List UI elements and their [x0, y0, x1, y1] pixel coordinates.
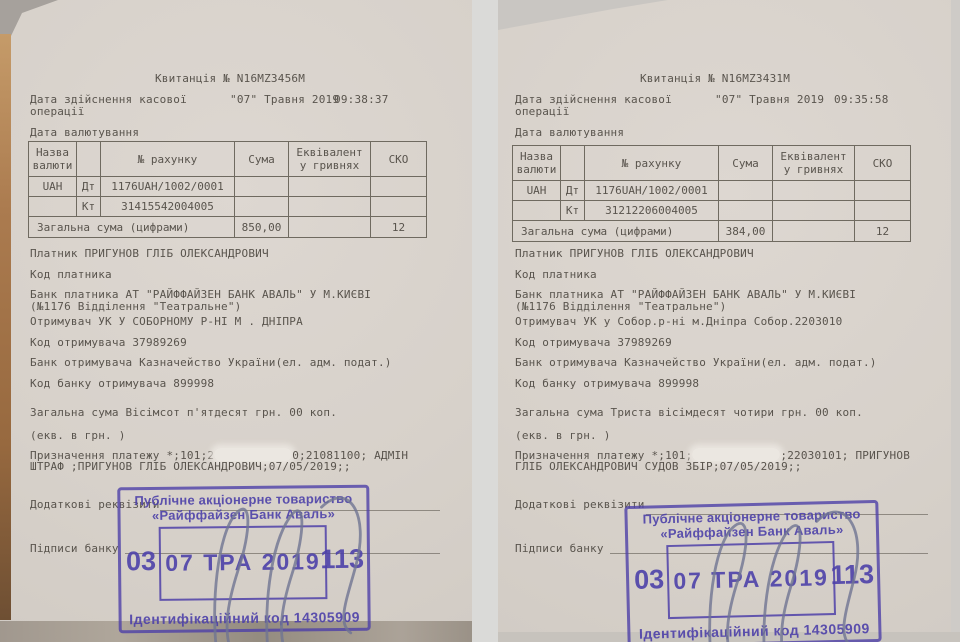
payer-code-label: Код платника [515, 268, 597, 281]
stamp-date: 07 ТРА 2019 [165, 548, 321, 576]
table-edge [0, 34, 11, 620]
stamp-org-line-1: Публічне акціонерне товариство [642, 506, 861, 527]
purpose-line-2: ШТРАФ ;ПРИГУНОВ ГЛІБ ОЛЕКСАНДРОВИЧ;07/05/2019;; [30, 460, 351, 473]
cash-operation-date-value: "07" Травня 2019 [230, 93, 340, 106]
cash-operation-time-value: 09:38:37 [334, 93, 389, 106]
receiver-bank-line: Банк отримувача Казначейство України(ел. адм. подат.) [515, 356, 877, 369]
payer-code-label: Код платника [30, 268, 112, 281]
stamp-org-line-2: «Райффайзен Банк Аваль» [151, 506, 336, 523]
payer-bank-line-2: (№1176 Відділення "Театральне") [515, 300, 727, 313]
total-sum-cell: 850,00 [235, 217, 289, 238]
receipt-photo-right [498, 0, 960, 642]
total-sum-cell: 384,00 [719, 221, 773, 242]
stamp-right-code: 113 [320, 543, 365, 575]
col-currency-header: Назва валюти [513, 146, 561, 181]
cash-operation-date-label: Дата здійснення касової [30, 93, 187, 106]
additional-requisites-label: Додаткові реквізити [515, 498, 645, 511]
bank-stamp [117, 485, 371, 634]
debit-row [29, 177, 427, 197]
receiver-line: Отримувач УК У СОБОРНОМУ Р-НІ М . ДНІПРА [30, 315, 303, 328]
stamp-left-code: 03 [633, 564, 665, 595]
receiver-bank-code-line: Код банку отримувача 899998 [515, 377, 700, 390]
cash-operation-date-value: "07" Травня 2019 [715, 93, 825, 106]
total-label-cell: Загальна сума (цифрами) [29, 217, 235, 238]
credit-label-cell: Кт [77, 197, 101, 217]
cash-operation-date-label: Дата здійснення касової [515, 93, 672, 106]
credit-row [29, 197, 427, 217]
currency-cell: UAH [513, 181, 561, 201]
sko-value-cell: 12 [855, 221, 911, 242]
debit-row [513, 181, 911, 201]
receiver-bank-line: Банк отримувача Казначейство України(ел. адм. подат.) [30, 356, 392, 369]
debit-label-cell: Дт [561, 181, 585, 201]
total-row [29, 217, 427, 238]
payer-bank-line-2: (№1176 Відділення "Театральне") [30, 300, 242, 313]
col-dtkt-header [77, 142, 101, 177]
credit-label-cell: Кт [561, 201, 585, 221]
cash-operation-date-label-2: операції [30, 105, 85, 118]
col-equivalent-header: Еквівалент у гривнях [289, 142, 371, 177]
total-words-line: Загальна сума Триста вісімдесят чотири грн. 00 коп. [515, 406, 863, 419]
credit-account-cell: 31415542004005 [101, 197, 235, 217]
stamp-org-line-1: Публічне акціонерне товариство [134, 490, 353, 509]
sko-value-cell: 12 [371, 217, 427, 238]
col-sum-header: Сума [235, 142, 289, 177]
debit-account-cell: 1176UAH/1002/0001 [585, 181, 719, 201]
additional-requisites-label: Додаткові реквізити [30, 498, 160, 511]
receiver-code-line: Код отримувача 37989269 [30, 336, 187, 349]
col-sum-header: Сума [719, 146, 773, 181]
stamp-org-line-2: «Райффайзен Банк Аваль» [660, 521, 844, 542]
value-date-label: Дата валютування [515, 126, 625, 139]
signature-scribble [105, 463, 387, 642]
equivalent-note: (екв. в грн. ) [30, 429, 126, 442]
col-currency-header: Назва валюти [29, 142, 77, 177]
table-header-row [29, 142, 427, 177]
payer-bank-line-1: Банк платника АТ "РАЙФФАЙЗЕН БАНК АВАЛЬ" У М.КИЄВІ [30, 288, 372, 301]
col-sko-header: СКО [855, 146, 911, 181]
col-dtkt-header [561, 146, 585, 181]
background-edge [951, 0, 960, 642]
debit-label-cell: Дт [77, 177, 101, 197]
purpose-line-1: Призначення платежу *;101;2 0;21081100; АДМІН [30, 449, 409, 462]
bank-signatures-label: Підписи банку [30, 542, 119, 555]
total-words-line: Загальна сума Вісімсот п'ятдесят грн. 00 коп. [30, 406, 338, 419]
purpose-line-1: Призначення платежу *;101; ;22030101; ПРИГУНОВ [515, 449, 911, 462]
purpose-line-2: ГЛІБ ОЛЕКСАНДРОВИЧ СУДОВ ЗБІР;07/05/2019;; [515, 460, 802, 473]
col-account-header: № рахунку [585, 146, 719, 181]
credit-row [513, 201, 911, 221]
stamp-date: 07 ТРА 2019 [673, 564, 830, 594]
total-label-cell: Загальна сума (цифрами) [513, 221, 719, 242]
col-equivalent-header: Еквівалент у гривнях [773, 146, 855, 181]
payer-bank-line-1: Банк платника АТ "РАЙФФАЙЗЕН БАНК АВАЛЬ" У М.КИЄВІ [515, 288, 857, 301]
debit-account-cell: 1176UAH/1002/0001 [101, 177, 235, 197]
receiver-code-line: Код отримувача 37989269 [515, 336, 672, 349]
credit-account-cell: 31212206004005 [585, 201, 719, 221]
table-header-row [513, 146, 911, 181]
value-date-label: Дата валютування [30, 126, 140, 139]
background-corner [498, 0, 668, 32]
receipt-photo-left [0, 0, 472, 642]
currency-cell: UAH [29, 177, 77, 197]
stamp-id-line: Ідентифікаційний код 14305909 [638, 620, 870, 642]
receipt-title: Квитанція № N16MZ3456M [154, 72, 306, 85]
payer-line: Платник ПРИГУНОВ ГЛІБ ОЛЕКСАНДРОВИЧ [515, 247, 754, 260]
cash-operation-time-value: 09:35:58 [834, 93, 889, 106]
bank-signatures-label: Підписи банку [515, 542, 604, 555]
total-row [513, 221, 911, 242]
stamp-id-line: Ідентифікаційний код 14305909 [129, 608, 361, 628]
equivalent-note: (екв. в грн. ) [515, 429, 611, 442]
receiver-line: Отримувач УК у Собор.р-ні м.Дніпра Собор.2203010 [515, 315, 843, 328]
stamp-left-code: 03 [125, 545, 157, 577]
col-sko-header: СКО [371, 142, 427, 177]
receipt-title: Квитанція № N16MZ3431M [639, 72, 791, 85]
cash-operation-date-label-2: операції [515, 105, 570, 118]
bank-stamp [624, 500, 881, 642]
amounts-table [512, 145, 911, 242]
receiver-bank-code-line: Код банку отримувача 899998 [30, 377, 215, 390]
amounts-table [28, 141, 427, 238]
col-account-header: № рахунку [101, 142, 235, 177]
stamp-right-code: 113 [830, 559, 875, 591]
signature-scribble [612, 478, 897, 642]
payer-line: Платник ПРИГУНОВ ГЛІБ ОЛЕКСАНДРОВИЧ [30, 247, 269, 260]
